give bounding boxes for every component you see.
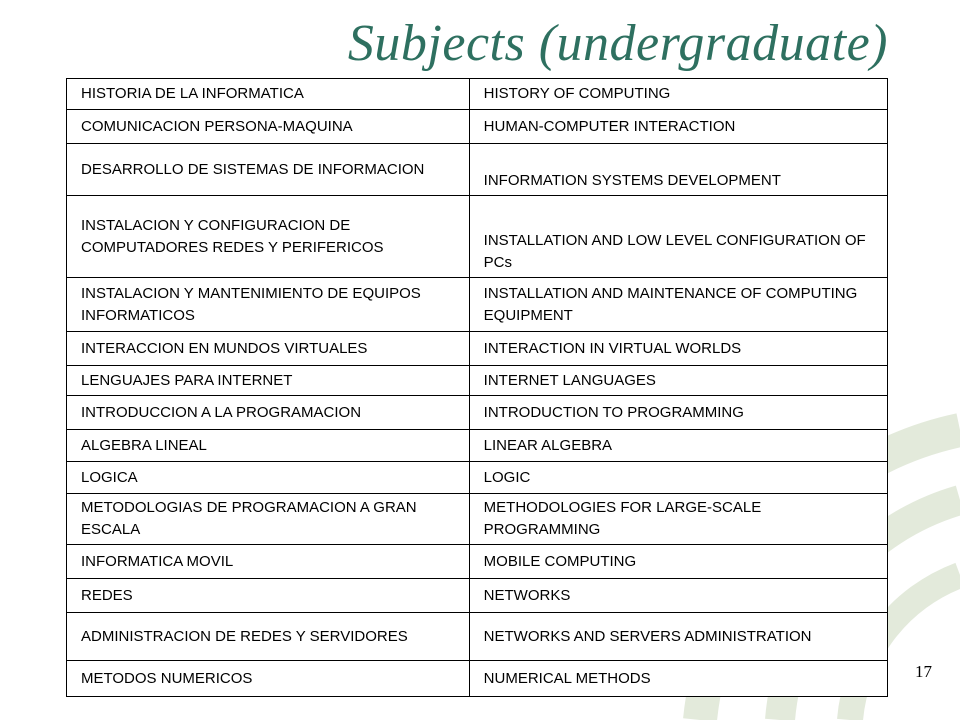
table-row xyxy=(67,579,888,613)
table-row xyxy=(67,613,888,661)
table-row xyxy=(67,196,888,278)
table-row xyxy=(67,545,888,579)
subject-spanish-cell: REDES xyxy=(67,579,470,613)
table-row xyxy=(67,144,888,196)
subject-spanish-cell: DESARROLLO DE SISTEMAS DE INFORMACION xyxy=(67,144,470,196)
table-row xyxy=(67,494,888,545)
subject-english-cell: HUMAN-COMPUTER INTERACTION xyxy=(469,110,887,144)
table-row xyxy=(67,110,888,144)
subject-spanish-cell: LENGUAJES PARA INTERNET xyxy=(67,366,470,396)
subject-english-cell: LINEAR ALGEBRA xyxy=(469,430,887,462)
subject-english-cell: INSTALLATION AND MAINTENANCE OF COMPUTING EQUIPMENT xyxy=(469,278,887,332)
subjects-table xyxy=(66,78,888,697)
subject-spanish-cell: LOGICA xyxy=(67,462,470,494)
subject-spanish-cell: METODOLOGIAS DE PROGRAMACION A GRAN ESCALA xyxy=(67,494,470,545)
subject-english-cell: NETWORKS AND SERVERS ADMINISTRATION xyxy=(469,613,887,661)
subject-spanish-cell: INFORMATICA MOVIL xyxy=(67,545,470,579)
subject-english-cell: HISTORY OF COMPUTING xyxy=(469,79,887,110)
subject-english-cell: INTERACTION IN VIRTUAL WORLDS xyxy=(469,332,887,366)
subject-spanish-cell: ALGEBRA LINEAL xyxy=(67,430,470,462)
subject-spanish-cell: METODOS NUMERICOS xyxy=(67,661,470,697)
page-number: 17 xyxy=(915,662,932,681)
subject-spanish-cell: HISTORIA DE LA INFORMATICA xyxy=(67,79,470,110)
subject-english-cell: INFORMATION SYSTEMS DEVELOPMENT xyxy=(469,144,887,196)
table-row xyxy=(67,332,888,366)
subject-spanish-cell: INTRODUCCION A LA PROGRAMACION xyxy=(67,396,470,430)
subject-english-cell: INTERNET LANGUAGES xyxy=(469,366,887,396)
table-row xyxy=(67,278,888,332)
subject-spanish-cell: ADMINISTRACION DE REDES Y SERVIDORES xyxy=(67,613,470,661)
table-row xyxy=(67,396,888,430)
subject-spanish-cell: INTERACCION EN MUNDOS VIRTUALES xyxy=(67,332,470,366)
table-row xyxy=(67,366,888,396)
subject-english-cell: INTRODUCTION TO PROGRAMMING xyxy=(469,396,887,430)
subject-english-cell: NETWORKS xyxy=(469,579,887,613)
table-row xyxy=(67,462,888,494)
subject-english-cell: METHODOLOGIES FOR LARGE-SCALE PROGRAMMING xyxy=(469,494,887,545)
table-row xyxy=(67,430,888,462)
subject-spanish-cell: COMUNICACION PERSONA-MAQUINA xyxy=(67,110,470,144)
subject-english-cell: MOBILE COMPUTING xyxy=(469,545,887,579)
table-row xyxy=(67,661,888,697)
subject-english-cell: INSTALLATION AND LOW LEVEL CONFIGURATION OF PCs xyxy=(469,196,887,278)
subject-english-cell: NUMERICAL METHODS xyxy=(469,661,887,697)
slide-title: Subjects (undergraduate) xyxy=(347,15,888,72)
subject-english-cell: LOGIC xyxy=(469,462,887,494)
table-row xyxy=(67,79,888,110)
subject-spanish-cell: INSTALACION Y MANTENIMIENTO DE EQUIPOS INFORMATICOS xyxy=(67,278,470,332)
subject-spanish-cell: INSTALACION Y CONFIGURACION DE COMPUTADORES REDES Y PERIFERICOS xyxy=(67,196,470,278)
